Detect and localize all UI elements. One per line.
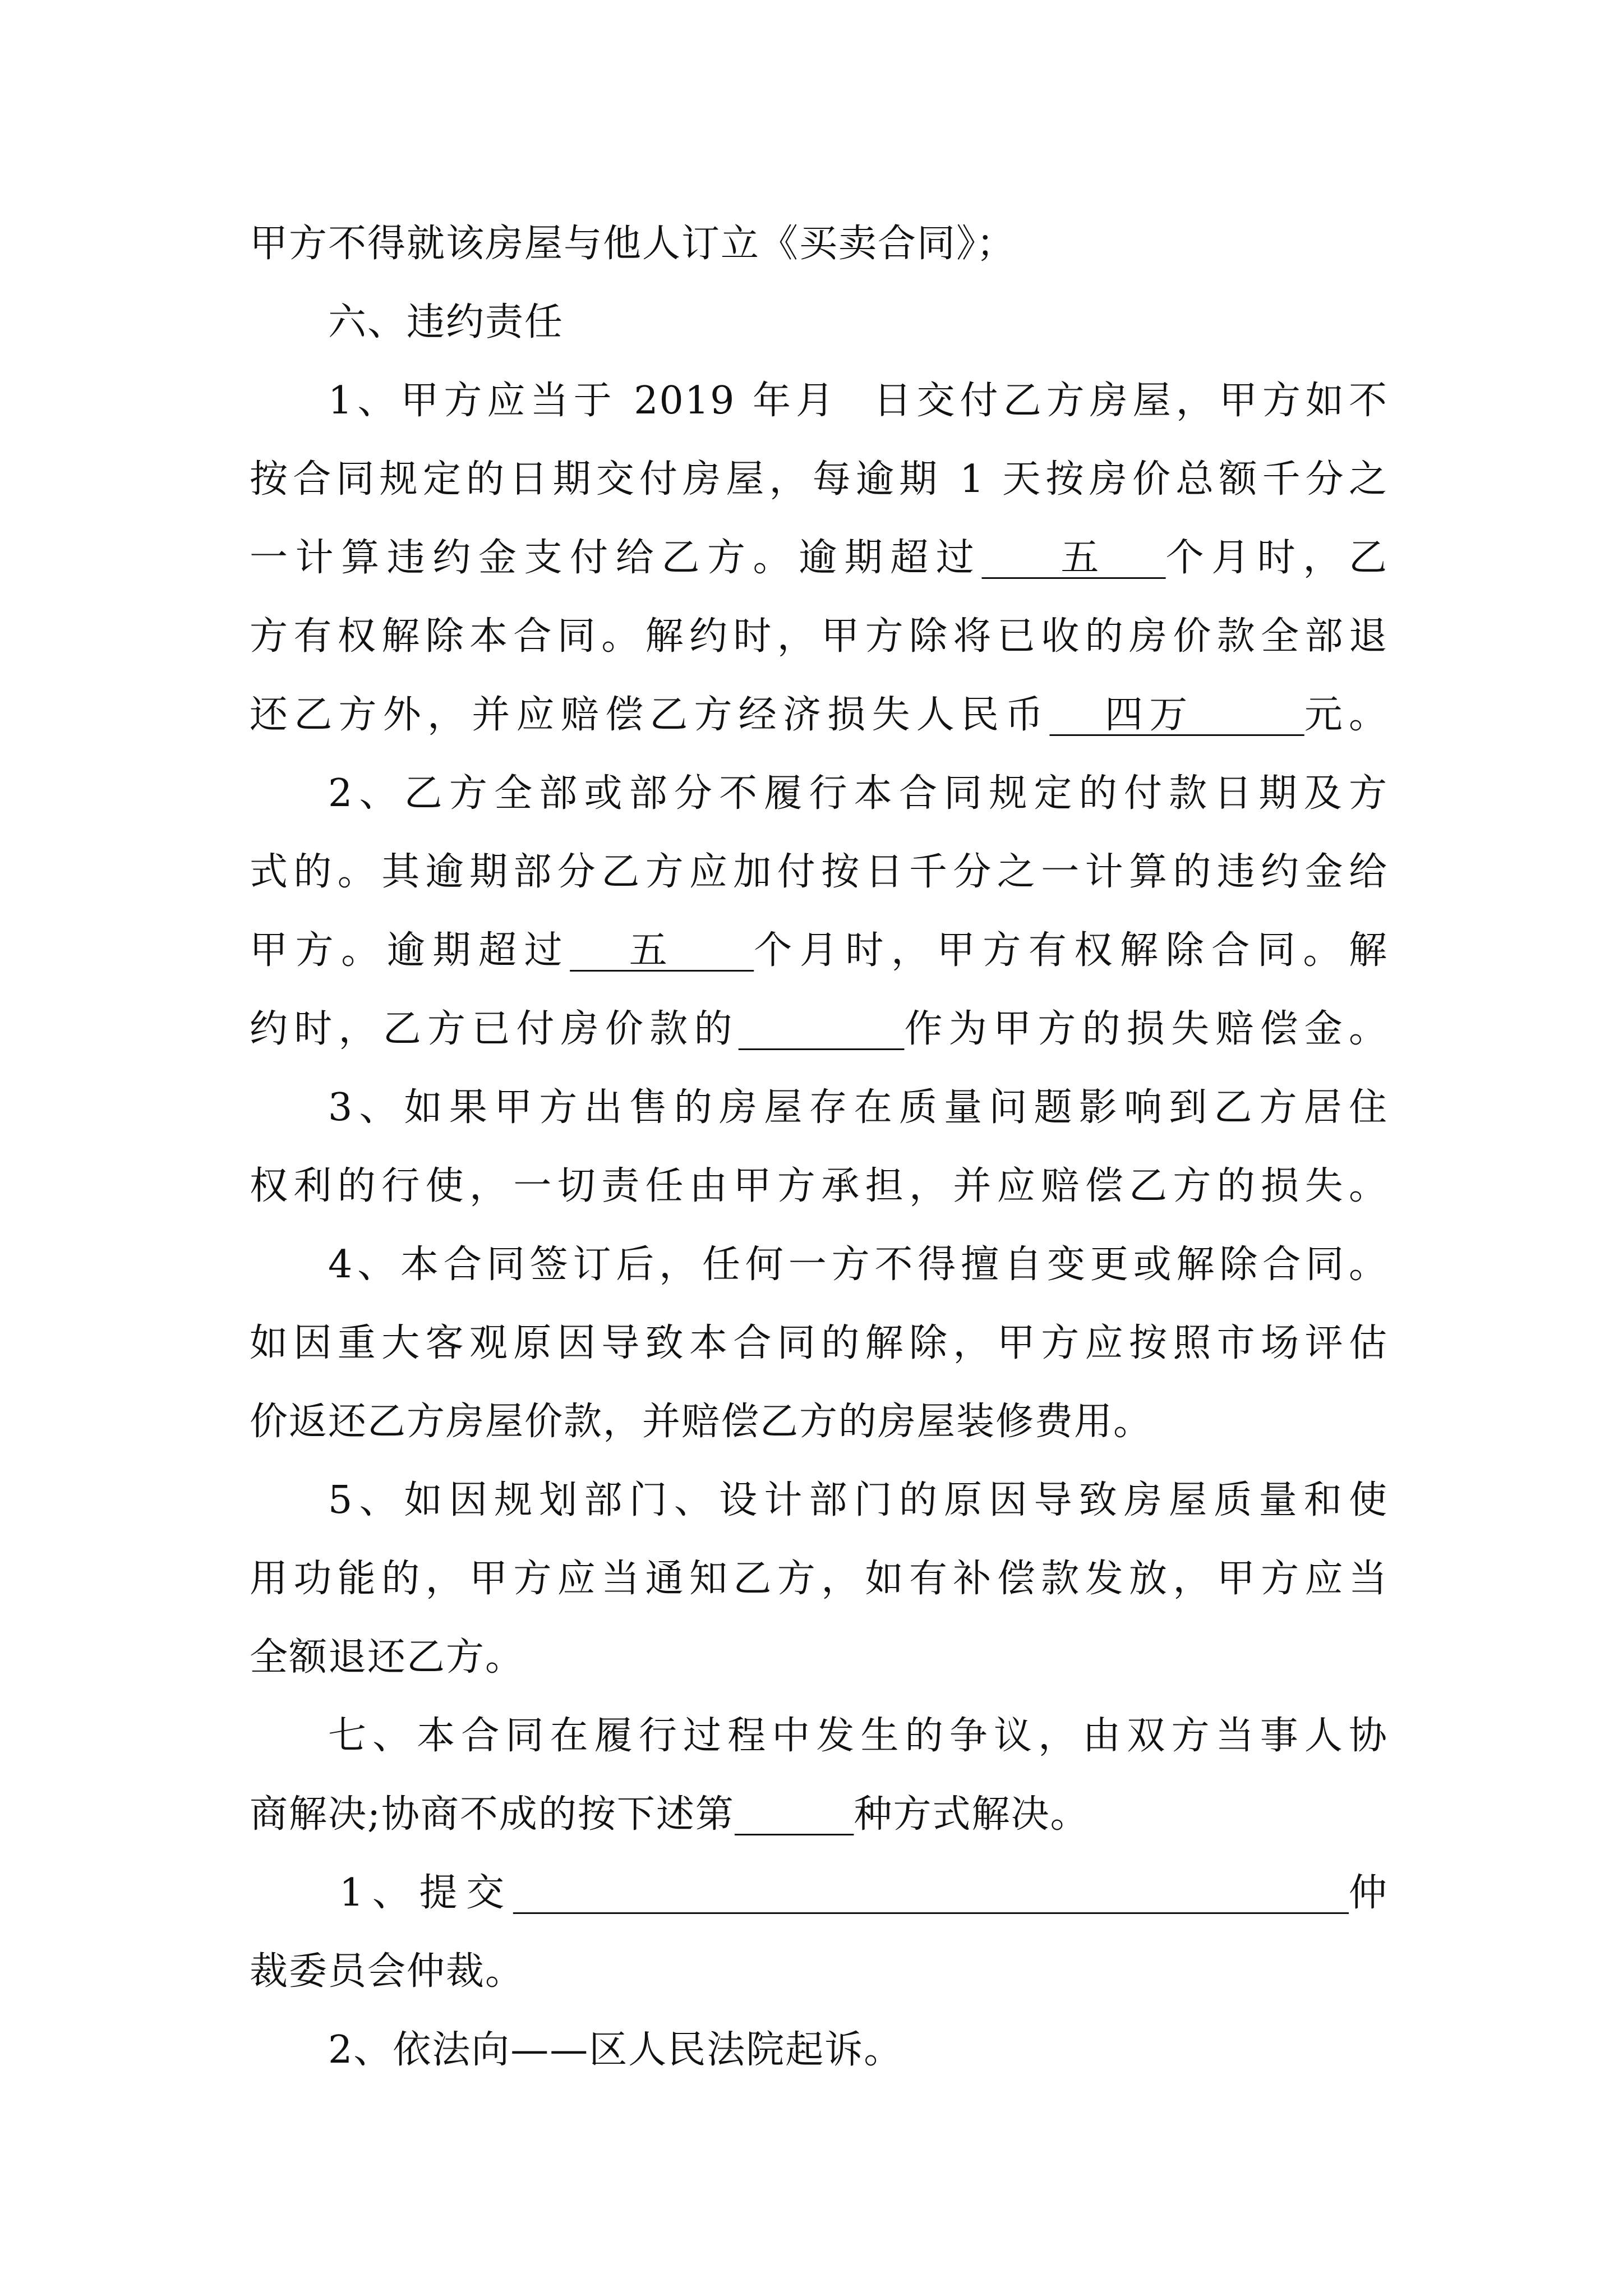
- fill-in-blank: [739, 1007, 905, 1051]
- text-line: 按合同规定的日期交付房屋，每逾期 1 天按房价总额千分之: [250, 457, 1388, 501]
- fill-in-blank: 五: [570, 928, 754, 973]
- text-line: 方有权解除本合同。解约时，甲方除将已收的房价款全部退: [250, 614, 1388, 659]
- contract-body: [250, 205, 1388, 2090]
- text-line: 商解决;协商不成的按下述第 种方式解决。: [250, 1792, 1090, 1837]
- text-line: 2、依法向——区人民法院起诉。: [328, 2028, 903, 2072]
- fill-in-blank: [735, 1792, 854, 1837]
- text-line: 一计算违约金支付给乙方。逾期超过 五 个月时，乙: [250, 536, 1388, 580]
- fill-in-blank: 四万: [1049, 693, 1304, 737]
- text-line: 3、如果甲方出售的房屋存在质量问题影响到乙方居住: [328, 1085, 1388, 1130]
- text-line: 约时，乙方已付房价款的 作为甲方的损失赔偿金。: [250, 1007, 1388, 1051]
- text-line: 全额退还乙方。: [250, 1635, 525, 1680]
- text-line: 甲方不得就该房屋与他人订立《买卖合同》；: [250, 222, 1016, 266]
- text-line: 还乙方外，并应赔偿乙方经济损失人民币 四万 元。: [250, 693, 1388, 737]
- text-line: 4、本合同签订后，任何一方不得擅自变更或解除合同。: [328, 1243, 1388, 1287]
- text-line: 5、如因规划部门、设计部门的原因导致房屋质量和使: [328, 1478, 1388, 1522]
- section-heading-dispute-resolution: 七、本合同在履行过程中发生的争议，由双方当事人协: [328, 1714, 1388, 1758]
- section-heading-breach-liability: 六、违约责任: [328, 300, 564, 344]
- text-line: 1、甲方应当于 2019 年月 日交付乙方房屋，甲方如不: [328, 379, 1388, 423]
- text-line: 权利的行使，一切责任由甲方承担，并应赔偿乙方的损失。: [250, 1164, 1388, 1208]
- text-line: 2、乙方全部或部分不履行本合同规定的付款日期及方: [328, 771, 1388, 816]
- fill-in-blank: 五: [981, 536, 1166, 580]
- text-line: 式的。其逾期部分乙方应加付按日千分之一计算的违约金给: [250, 850, 1388, 894]
- text-line: 价返还乙方房屋价款，并赔偿乙方的房屋装修费用。: [250, 1400, 1153, 1444]
- text-line: 如因重大客观原因导致本合同的解除，甲方应按照市场评估: [250, 1321, 1388, 1365]
- text-line: 用功能的，甲方应当通知乙方，如有补偿款发放，甲方应当: [250, 1557, 1388, 1601]
- text-line: 裁委员会仲裁。: [250, 1949, 525, 1994]
- text-line: 1、提交 仲: [339, 1871, 1389, 1915]
- text-line: 甲方。逾期超过 五 个月时，甲方有权解除合同。解: [250, 928, 1388, 973]
- fill-in-blank: [513, 1871, 1349, 1915]
